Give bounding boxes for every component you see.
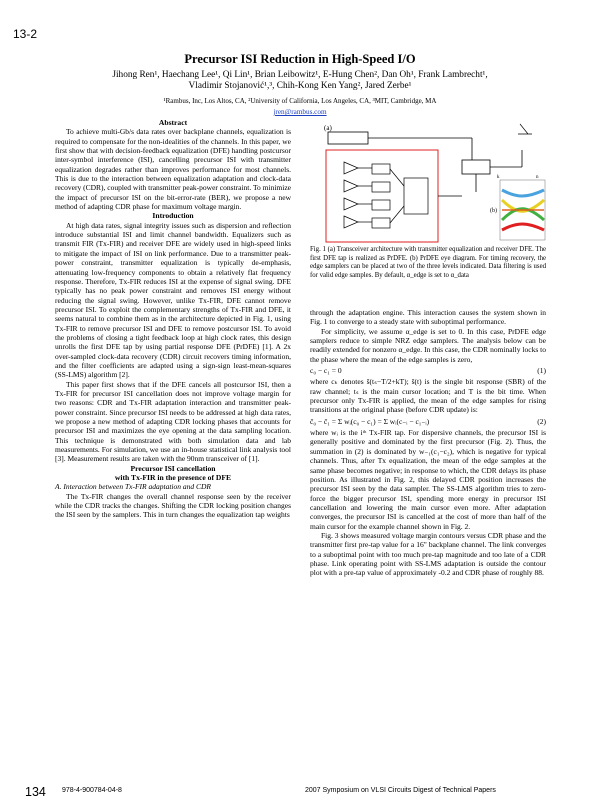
subsection-heading: A. Interaction between Tx-FIR adaptation and CDR: [55, 482, 212, 492]
right-paragraph-5: Fig. 3 shows measured voltage margin contours versus CDR phase and the transmitter first pre-tap value for a 16" backplane channel. The link converges to a suboptimal point with too much pre-tap magnitude and too late of a CDR phase. Link operating point with SS-LMS adaptation is outside the contour plot with a pre-tap value of approximately -0.2 and CDR phase of roughly 88.: [310, 530, 546, 578]
right-paragraph-3: where cₖ denotes ŝ(tₛ−T/2+kT); ŝ(t) is the single bit response (SBR) of the raw channel; tₛ is the main cursor location; and T is the bit time. When precursor only Tx-FIR is applied, the mean of the edge samples for rising transitions at the original phase (before CDR update) is:: [310, 377, 546, 415]
figure-label-k: k: [497, 175, 500, 180]
equation-1-body: c₀ − c₁ = 0: [310, 366, 342, 376]
intro-paragraph-2: This paper first shows that if the DFE cancels all postcursor ISI, then a Tx-FIR for precursor ISI cancellation does not improve voltage margin for two reasons: CDR and Tx-FIR adaptation interaction and transmitter peak-power constraint. Since precursor ISI needs to be addressed at high data rates, we propose a new method of adapting CDR locking phases that accounts for precursor ISI and maximizes the eye opening at the data sampling location. This technique is demonstrated with both simulation data and lab measurements. For simulation, we use an in-house statistical link analysis tool [3]. Measurement results are taken with the 90nm transceiver of [1].: [55, 379, 291, 464]
paper-title: Precursor ISI Reduction in High-Speed I/O: [184, 52, 416, 66]
equation-2: [310, 417, 546, 426]
equation-2-body: c̃₀ − c̃₁ = Σ wᵢ(c₀ − c₁) = Σ wᵢ(c₋ᵢ − c₁₋ᵢ): [310, 416, 430, 426]
footer-isbn: 978-4-900784-04-8: [62, 787, 122, 794]
figure-1-caption: Fig. 1 (a) Transceiver architecture with transmitter equalization and receiver DFE. The first DFE tap is realized as PrDFE. (b) PrDFE eye diagram. For timing recovery, the edge samplers can be placed at two of the three levels indicated. Data filtering is used for valid edge samples. By default, α_edge is set to α_data: [310, 246, 546, 279]
footer-conference: 2007 Symposium on VLSI Circuits Digest of Technical Papers: [305, 787, 496, 794]
figure-label-n: n: [536, 175, 539, 180]
equation-1-number: (1): [537, 366, 546, 376]
figure-label-b: (b): [490, 208, 497, 214]
abstract-text: To achieve multi-Gb/s data rates over backplane channels, equalization is required to compensate for the non-idealities of the channels. In this paper, we first show that with decision-feedback equalization (DFE) handling postcursor inter-symbol interference (ISI), cancelling precursor ISI with transmitter equalization degrades rather than improves performance for most channels. This is due to the interaction between equalization adaptation and clock-data recovery (CDR), coupled with transmitter peak-power constraint. To minimize the impact of precursor ISI on the bit-error-rate (BER), we propose a new method of adapting CDR phase for maximum voltage margin.: [55, 127, 291, 212]
affiliations: ¹Rambus, Inc, Los Altos, CA, ²University of California, Los Angeles, CA, ³MIT, Cambridge, MA: [163, 97, 437, 105]
figure-1-svg: [322, 120, 547, 244]
authors-line-1: Jihong Ren¹, Haechang Lee¹, Qi Lin¹, Brian Leibowitz¹, E-Hung Chen², Dan Oh¹, Frank Lambrecht¹,: [112, 70, 488, 80]
abstract-heading: Abstract: [158, 118, 188, 127]
right-column: [310, 308, 546, 578]
antenna-icon: [518, 124, 532, 134]
left-column: [55, 118, 291, 520]
figure-1-diagram: [322, 120, 547, 244]
session-number: 13-2: [13, 27, 38, 41]
section-heading-line-2: with Tx-FIR in the presence of DFE: [114, 473, 232, 483]
author-email-link[interactable]: jren@rambus.com: [273, 108, 327, 116]
right-paragraph-4: where wᵢ is the iᵗʰ Tx-FIR tap. For dispersive channels, the precursor ISI is generally positive and dominated by the first precursor (Fig. 2). Thus, the summation in (2) is dominated by w₋₁(c₁−c₂), which is negative for typical channels. Thus, after Tx equalization, the mean of the edge samples at the same phase becomes negative; in response to which, the CDR delays its phase position. As illustrated in Fig. 2, this delayed CDR position increases the precursor ISI seen by the data sampler. The SS-LMS algorithm tries to zero-force the bigger precursor ISI, spending more energy in precursor ISI cancellation and lowering the main cursor even more. After adaptation converges, the precursor ISI is cancelled at the cost of more than half of the main cursor for the example channel shown in Fig. 2.: [310, 428, 546, 531]
right-paragraph-2: For simplicity, we assume α_edge is set to 0. In this case, PrDFE edge samplers reduce to simple NRZ edge samplers. The analysis below can be readily extended for nonzero α_edge. In this case, the CDR nominally locks to the phase where the mean of the edge samples is zero,: [310, 326, 546, 364]
right-paragraph-1: through the adaptation engine. This interaction causes the system shown in Fig. 1 to converge to a steady state with suboptimal performance.: [310, 308, 546, 327]
tx-block: [328, 132, 368, 144]
equation-2-number: (2): [537, 416, 546, 426]
equation-1: [310, 366, 546, 375]
figure-label-a: (a): [324, 124, 332, 132]
intro-heading: Introduction: [152, 211, 194, 221]
footer-page-number: 134: [25, 785, 46, 799]
section-paragraph-1: The Tx-FIR changes the overall channel response seen by the receiver while the CDR tracks the changes. Shifting the CDR locking position changes the ISI seen by the samplers. This in turn changes the equalization tap weights: [55, 491, 291, 520]
authors-line-2: Vladimir Stojanović¹,³, Chih-Kong Ken Yang², Jared Zerbe¹: [188, 81, 412, 91]
section-heading-line-1: Precursor ISI cancellation: [130, 463, 216, 473]
intro-paragraph-1: At high data rates, signal integrity issues such as dispersion and reflection introduce substantial ISI and limit channel bandwidth. Equalizers such as transmit FIR (Tx-FIR) and receiver DFE are widely used in high-speed links to mitigate the impact of ISI on link performance. Due to a transmitter peak-power constraint, transmitter equalization is typically de-emphasis, attenuating low-frequency components to obtain a relatively flat frequency response. Therefore, Tx-FIR reduces ISI at the expense of signal swing. DFE typically has no peak power constraint and removes ISI energy without reducing the signal swing. However, unlike Tx-FIR, DFE cannot remove precursor ISI. To exploit the complementary strengths of Tx-FIR and DFE, it seems natural to combine them as in the architecture depicted in Fig. 1, using Tx-FIR to remove precursor ISI and DFE to remove postcursor ISI. To avoid the problems of closing a tight feedback loop at high clock rates, this design unrolls the first DFE tap by using partial response DFE (PrDFE) [1]. A 2x over-sampled clock-data recovery (CDR) circuit recovers timing information, and the filter coefficients are adapted using a sign-sign least-mean-squares (SS-LMS) algorithm [2].: [55, 220, 291, 380]
